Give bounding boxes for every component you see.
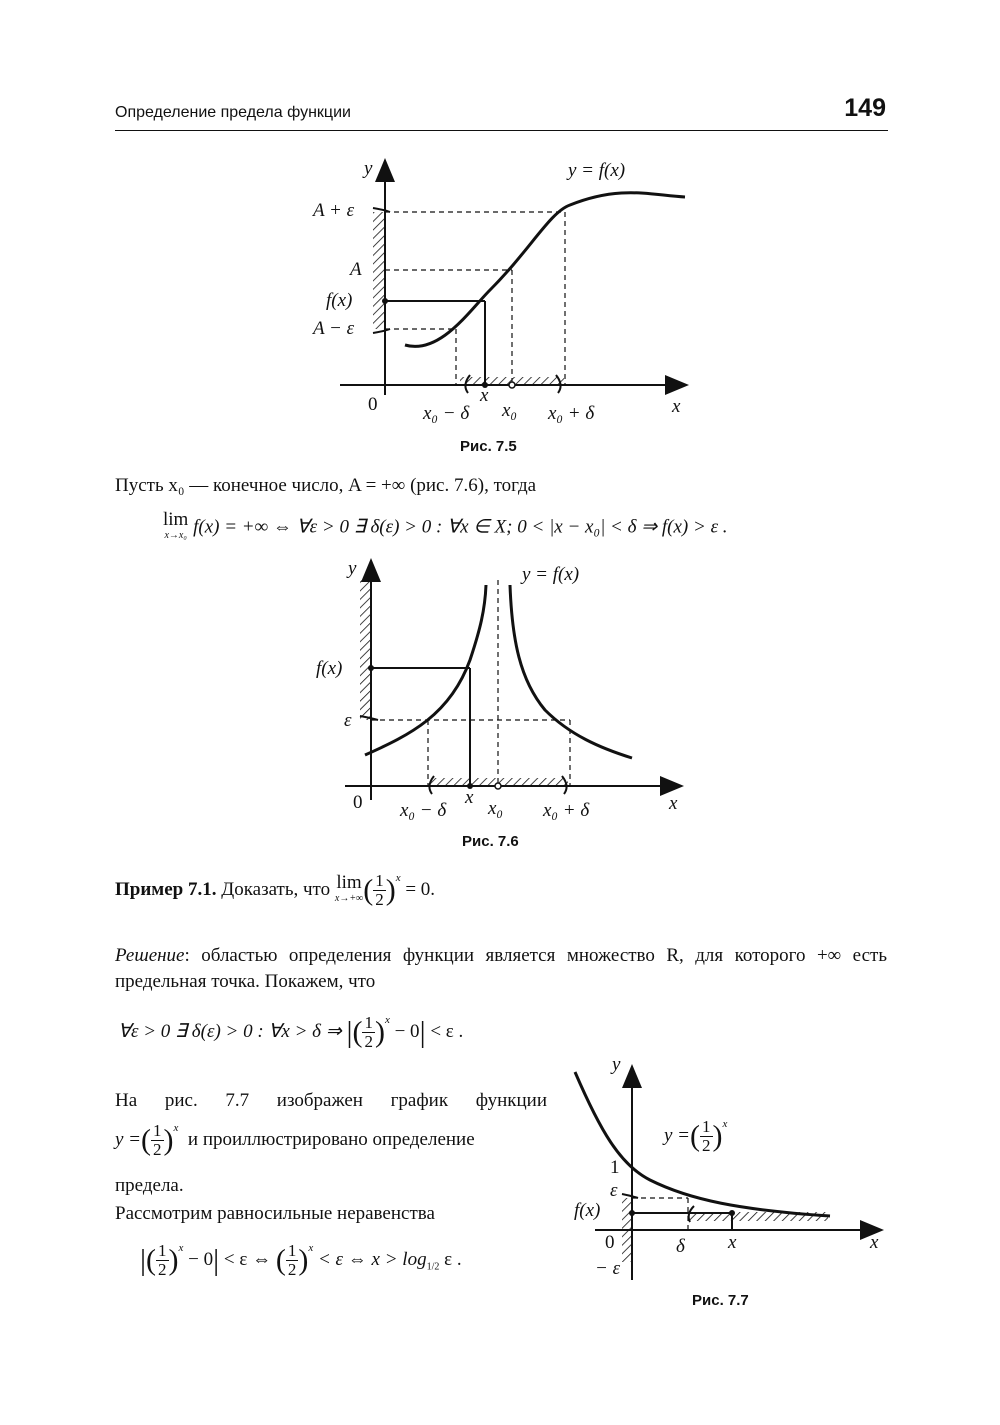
paragraph-2-line3: предела. bbox=[115, 1175, 184, 1196]
paragraph-2-line1: На рис. 7.7 изображен график функции bbox=[115, 1090, 547, 1111]
paragraph-2-line4: Рассмотрим равносильные неравенства bbox=[115, 1203, 435, 1224]
left-branch bbox=[365, 585, 486, 755]
fig76-fx: f(x) bbox=[316, 658, 343, 679]
example-lead: Доказать, что bbox=[221, 878, 331, 900]
fig76-eps: ε bbox=[344, 710, 352, 731]
fig75-caption: Рис. 7.5 bbox=[460, 438, 517, 455]
fig76-curve-label: y = f(x) bbox=[522, 564, 580, 585]
fig77-caption: Рис. 7.7 bbox=[692, 1292, 749, 1309]
fig75-curve-label: y = f(x) bbox=[568, 160, 626, 181]
fig77-eps: ε bbox=[610, 1180, 618, 1201]
solution-label: Решение bbox=[115, 945, 185, 966]
example-7-1: Пример 7.1. Доказать, что lim x→+∞ ( $\frac{1}{2}$ )$^x$ = 0. bbox=[115, 871, 436, 909]
formula-3: |( $\frac{1}{2}$ )$^x$ − 0| < ε ⇔ ( $\frac{1}{2}$ )$^x$ < ε ⇔ $x > \log_{1/2} \varepsilon$ . bbox=[140, 1241, 462, 1279]
fig75-a-minus-eps: A − ε bbox=[313, 318, 355, 339]
fig77-fx: f(x) bbox=[574, 1200, 601, 1221]
fig76-x0-minus-delta: x₀ − δ bbox=[400, 800, 447, 821]
fig75-origin: 0 bbox=[368, 394, 378, 415]
figure-7-5 bbox=[340, 162, 685, 395]
right-branch bbox=[510, 585, 632, 758]
fig77-one: 1 bbox=[610, 1157, 620, 1178]
function-curve bbox=[405, 193, 685, 347]
fig77-x-point: x bbox=[728, 1232, 737, 1253]
formula-1-body: f(x) = +∞ ⇔ ∀ε > 0 ∃ δ(ε) > 0 : ∀x ∈ X; 0 < |x − x₀| < δ ⇒ f(x) > ε . bbox=[193, 516, 728, 538]
running-title: Определение предела функции bbox=[115, 104, 351, 121]
fig75-y-label: y bbox=[364, 158, 373, 179]
solution-paragraph bbox=[115, 943, 887, 995]
solution-text: : областью определения функции является множество R, для которого +∞ есть предельная точка. Покажем, что bbox=[115, 945, 887, 992]
fig75-fx: f(x) bbox=[326, 290, 353, 311]
epsilon-band-hatch bbox=[373, 212, 385, 329]
fig75-a: A bbox=[350, 259, 362, 280]
lim-operator: lim x→x₀ bbox=[163, 509, 189, 541]
fig77-y-label: y bbox=[612, 1054, 621, 1075]
example-tail: = 0. bbox=[405, 878, 436, 900]
fig77-x-axis-label: x bbox=[870, 1232, 879, 1253]
fig76-x-axis-label: x bbox=[669, 793, 678, 814]
paragraph-2-line2: y =( $\frac{1}{2}$ )$^x$ и проиллюстрировано определение bbox=[115, 1121, 475, 1159]
fig75-x0: x₀ bbox=[502, 400, 518, 421]
formula-2: ∀ε > 0 ∃ δ(ε) > 0 : ∀x > δ ⇒ |( $\frac{1}{2}$ )$^x$ − 0| < ε . bbox=[118, 1013, 464, 1051]
fig76-x0: x₀ bbox=[488, 798, 504, 819]
fig75-x0-minus-delta: x₀ − δ bbox=[423, 403, 470, 424]
fig77-minus-eps: − ε bbox=[595, 1258, 621, 1279]
fig75-x-axis-label: x bbox=[672, 396, 681, 417]
fig76-x-point: x bbox=[465, 787, 474, 808]
example-fraction: $\frac{1}{2}$ bbox=[375, 871, 384, 909]
fig77-origin: 0 bbox=[605, 1232, 615, 1253]
fig75-x-point: x bbox=[480, 385, 489, 406]
fig75-a-plus-eps: A + ε bbox=[313, 200, 355, 221]
example-title: Пример 7.1. bbox=[115, 878, 217, 900]
fig75-x0-plus-delta: x₀ + δ bbox=[548, 403, 595, 424]
paragraph-1: Пусть x₀ — конечное число, A = +∞ (рис. 7.6), тогда bbox=[115, 475, 537, 496]
formula-1 bbox=[163, 509, 728, 544]
fig76-caption: Рис. 7.6 bbox=[462, 833, 519, 850]
figure-7-6 bbox=[345, 562, 680, 800]
fig76-x0-plus-delta: x₀ + δ bbox=[543, 800, 590, 821]
example-lim: lim x→+∞ bbox=[334, 871, 364, 904]
fig77-delta: δ bbox=[676, 1236, 685, 1257]
fig77-curve-label: y =( $\frac{1}{2}$ )$^x$ bbox=[664, 1117, 728, 1155]
fig76-y-label: y bbox=[348, 558, 357, 579]
page-number: 149 bbox=[844, 94, 886, 122]
fig76-origin: 0 bbox=[353, 792, 363, 813]
